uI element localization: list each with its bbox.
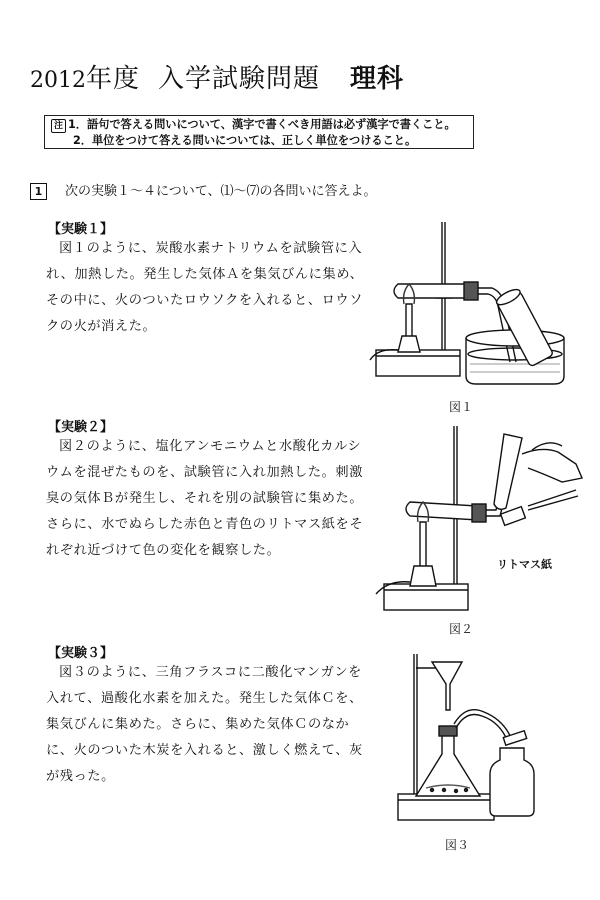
exam-subject: 理科 xyxy=(350,64,405,94)
experiment-3-heading: 【実験３】 xyxy=(48,646,114,661)
exam-title: 入学試験問題 xyxy=(158,64,321,94)
experiment-1-heading: 【実験１】 xyxy=(48,222,114,237)
figure-2-caption: 図２ xyxy=(449,622,474,636)
figure-1-apparatus xyxy=(368,222,568,390)
exam-year-suffix: 年度 xyxy=(86,64,141,94)
note-item-1-text: 1．語句で答える問いについて、漢字で書くべき用語は必ず漢字で書くこと。 xyxy=(68,118,456,131)
experiment-3-text: 図３のように、三角フラスコに二酸化マンガンを入れて、過酸化水素を加えた。発生した気体Ｃを、集気びんに集めた。さらに、集めた気体Ｃのなかに、火のついた木炭を入れると、激しく燃えて、灰が残った。 xyxy=(46,665,363,784)
figure-1-caption: 図１ xyxy=(449,400,474,414)
note-item-2: 2．単位をつけて答える問いについては、正しく単位をつけること。 xyxy=(73,134,417,147)
figure-3-apparatus xyxy=(396,650,546,830)
note-mark: 注 xyxy=(51,119,66,133)
experiment-2-heading: 【実験２】 xyxy=(48,420,114,435)
question-prompt: 次の実験１～４について、⑴～⑺の各問いに答えよ。 xyxy=(65,184,377,199)
figure-2-apparatus xyxy=(372,424,592,614)
exam-year: 2012 xyxy=(30,68,86,93)
experiment-1-text: 図１のように、炭酸水素ナトリウムを試験管に入れ、加熱した。発生した気体Ａを集気びんに集め、その中に、火のついたロウソクを入れると、ロウソクの火が消えた。 xyxy=(46,241,364,334)
question-number: 1 xyxy=(30,183,47,200)
figure-3-caption: 図３ xyxy=(445,838,470,852)
note-item-1 xyxy=(51,117,467,133)
question-header xyxy=(30,180,376,200)
experiment-2-text: 図２のように、塩化アンモニウムと水酸化カルシウムを混ぜたものを、試験管に入れ加熱した。刺激臭の気体Ｂが発生し、それを別の試験管に集めた。さらに、水でぬらした赤色と青色のリトマス紙をそれぞれ近づけて色の変化を観察した。 xyxy=(46,439,364,558)
notes-box xyxy=(44,115,474,149)
page-title xyxy=(30,58,404,95)
litmus-paper-label: リトマス紙 xyxy=(497,558,552,571)
